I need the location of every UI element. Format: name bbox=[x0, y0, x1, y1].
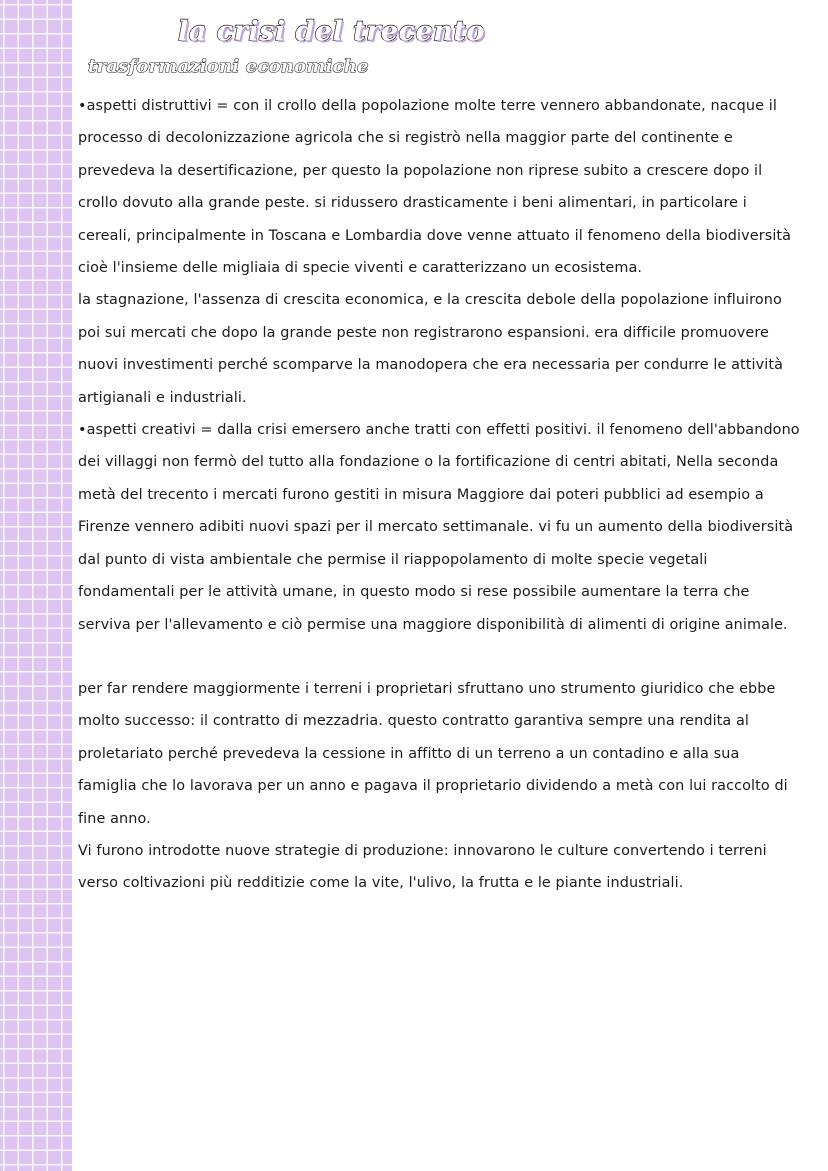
notes-body bbox=[78, 90, 802, 900]
paragraph-production-strategies: Vi furono introdotte nuove strategie di produzione: innovarono le culture convertendo i terreni verso coltivazioni più redditizie come la vite, l'ulivo, la frutta e le piante industriali. bbox=[78, 842, 767, 892]
section-subtitle: trasformazioni economiche bbox=[88, 56, 369, 77]
paragraph-sharecropping: per far rendere maggiormente i terreni i proprietari sfruttano uno strumento giuridico che ebbe molto successo: il contratto di mezzadria. questo contratto garantiva sempre una rendita al proletariato perché prevedeva la cessione in affitto di un terreno a un contadino e alla sua famiglia che lo lavorava per un anno e pagava il proprietario dividendo a metà con lui raccolto di fine anno. bbox=[78, 680, 788, 827]
page-title: la crisi del trecento bbox=[178, 16, 485, 47]
paragraph-stagnation: la stagnazione, l'assenza di crescita economica, e la crescita debole della popolazione influirono poi sui mercati che dopo la grande peste non registrarono espansioni. era difficile promuovere nuovi investimenti perché scomparve la manodopera che era necessaria per condurre le attività artigianali e industriali. bbox=[78, 292, 784, 406]
grid-paper-margin bbox=[0, 0, 72, 1171]
paragraph-creative-aspects: •aspetti creativi = dalla crisi emersero anche tratti con effetti positivi. il fenomeno dell'abbandono dei villaggi non fermò del tutto alla fondazione o la fortificazione di centri abitati, Nella seconda metà del trecento i mercati furono gestiti in misura Maggiore dai poteri pubblici ad esempio a Firenze vennero adibiti nuovi spazi per il mercato settimanale. vi fu un aumento della biodiversità dal punto di vista ambientale che permise il riappopolamento di molte specie vegetali fondamentali per le attività umane, in questo modo si rese possibile aumentare la terra che serviva per l'allevamento e ciò permise una maggiore disponibilità di alimenti di origine animale. bbox=[78, 422, 800, 633]
paragraph-destructive-aspects: •aspetti distruttivi = con il crollo della popolazione molte terre vennero abbandonate, nacque il processo di decolonizzazione agricola che si registrò nella maggior parte del continente e prevedeva la desertificazione, per questo la popolazione non riprese subito a crescere dopo il crollo dovuto alla grande peste. si ridussero drasticamente i beni alimentari, in particolare i cereali, principalmente in Toscana e Lombardia dove venne attuato il fenomeno della biodiversità cioè l'insieme delle migliaia di specie viventi e caratterizzano un ecosistema. bbox=[78, 98, 792, 277]
